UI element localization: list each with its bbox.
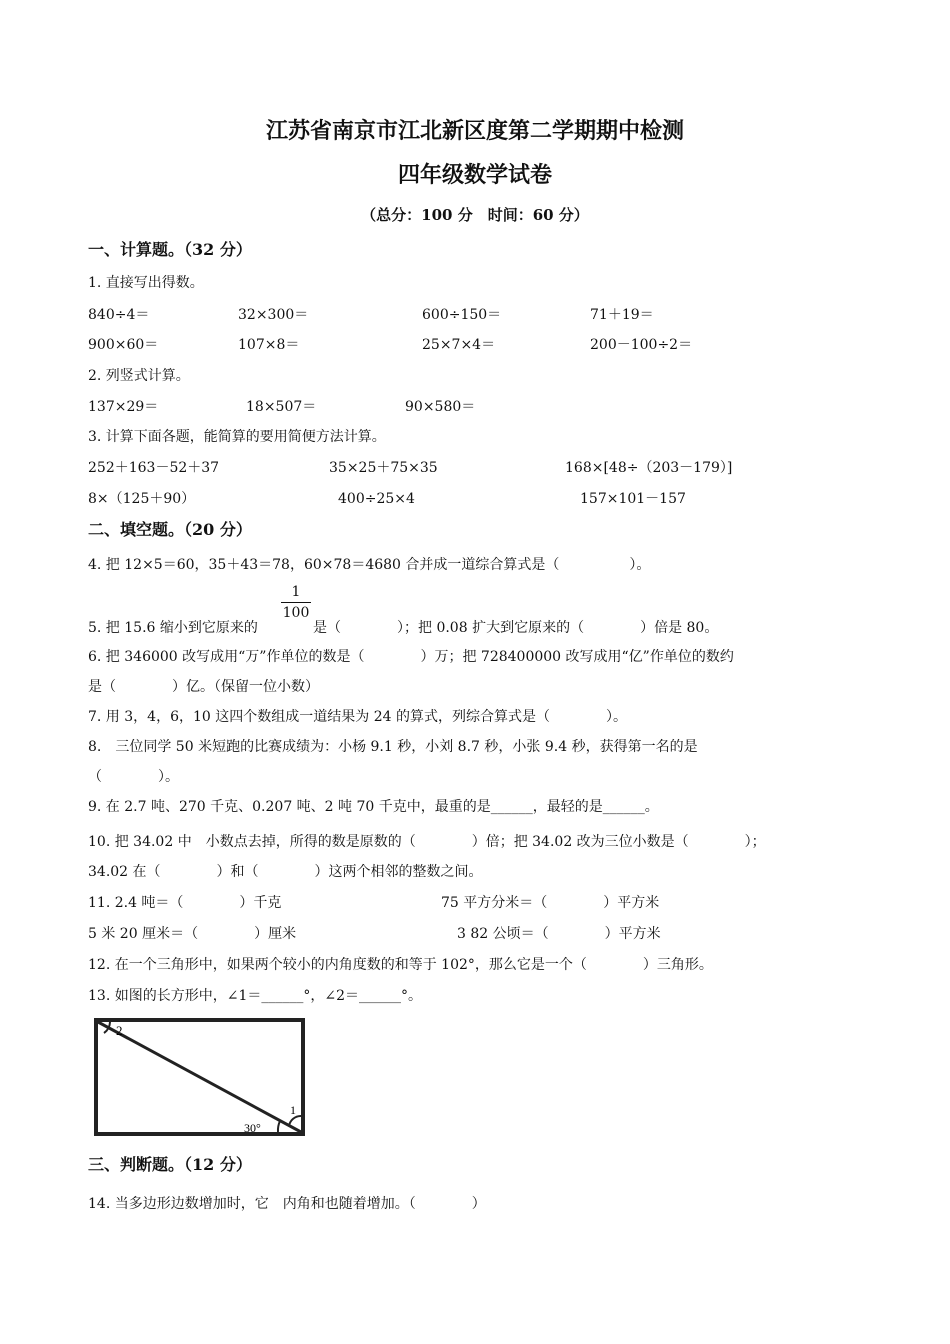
q11-c: 5 米 20 厘米＝（ ）厘米: [88, 926, 297, 942]
q14: 14. 当多边形边数增加时，它 内角和也随着增加。（ ）: [88, 1196, 486, 1212]
q1-item: 900×60＝: [88, 337, 159, 353]
diagonal-line: [98, 1022, 301, 1132]
q11-a: 11. 2.4 吨＝（ ）千克: [88, 895, 282, 911]
q3-item: 168×[48÷（203－179）]: [565, 460, 733, 476]
angle2-label: 2: [116, 1023, 123, 1038]
q8-line1: 8. 三位同学 50 米短跑的比赛成绩为：小杨 9.1 秒，小刘 8.7 秒，小张 9.4 秒，获得第一名的是: [88, 739, 698, 755]
q7: 7. 用 3，4，6，10 这四个数组成一道结果为 24 的算式，列综合算式是（ ）。: [88, 709, 627, 725]
q10-line1: 10. 把 34.02 中 小数点去掉，所得的数是原数的（ ）倍；把 34.02 改为三位小数是（ ）；: [88, 834, 766, 850]
exam-title: 江苏省南京市江北新区度第二学期期中检测: [265, 118, 684, 144]
q8-line2: （ ）。: [88, 769, 179, 785]
q2-prompt: 2. 列竖式计算。: [88, 368, 190, 384]
angle1-label: 1: [290, 1103, 296, 1117]
q1-item: 71＋19＝: [590, 307, 654, 323]
q1-prompt: 1. 直接写出得数。: [88, 275, 204, 291]
q3-item: 8×（125＋90）: [88, 491, 196, 507]
angle1-arc: [289, 1116, 301, 1126]
q6-line2: 是（ ）亿。（保留一位小数）: [88, 679, 319, 695]
q1-item: 25×7×4＝: [422, 337, 496, 353]
q3-item: 252＋163－52＋37: [88, 460, 220, 476]
q1-item: 840÷4＝: [88, 307, 150, 323]
q3-item: 35×25＋75×35: [329, 460, 438, 476]
q6-line1: 6. 把 346000 改写成用“万”作单位的数是（ ）万；把 728400000 改写成用“亿”作单位的数约: [88, 649, 734, 665]
exam-score-time: （总分：100 分 时间：60 分）: [361, 206, 589, 224]
q10-line2: 34.02 在（ ）和（ ）这两个相邻的整数之间。: [88, 864, 483, 880]
q3-item: 157×101－157: [580, 491, 686, 507]
q2-item: 18×507＝: [246, 399, 317, 415]
q12: 12. 在一个三角形中，如果两个较小的内角度数的和等于 102°，那么它是一个（ ）三角形。: [88, 957, 713, 973]
section3-heading: 三、判断题。（12 分）: [88, 1155, 252, 1174]
q3-item: 400÷25×4: [338, 491, 415, 507]
q1-item: 107×8＝: [238, 337, 300, 353]
q9: 9. 在 2.7 吨、270 千克、0.207 吨、2 吨 70 千克中，最重的是______，最轻的是______。: [88, 799, 659, 815]
q11-d: 3 82 公顷＝（ ）平方米: [457, 926, 661, 942]
q2-item: 90×580＝: [405, 399, 476, 415]
rectangle-diagram: [90, 1016, 310, 1140]
q1-item: 200－100÷2＝: [590, 337, 693, 353]
q3-prompt: 3. 计算下面各题，能简算的要用简便方法计算。: [88, 429, 386, 445]
q2-item: 137×29＝: [88, 399, 159, 415]
q5-before: 5. 把 15.6 缩小到它原来的: [88, 620, 258, 636]
q4: 4. 把 12×5＝60，35＋43＝78，60×78＝4680 合并成一道综合算式是（ ）。: [88, 557, 651, 573]
q5-fraction: [281, 584, 311, 621]
q13: 13. 如图的长方形中，∠1＝______°，∠2＝______°。: [88, 988, 422, 1004]
section2-heading: 二、填空题。（20 分）: [88, 520, 252, 539]
q1-item: 32×300＝: [238, 307, 309, 323]
angle30-arc: [278, 1121, 280, 1132]
section1-heading: 一、计算题。（32 分）: [88, 240, 252, 259]
q5-after: 是（ ）；把 0.08 扩大到它原来的（ ）倍是 80。: [313, 620, 719, 636]
fraction-denominator: 100: [282, 605, 310, 621]
exam-subject-title: 四年级数学试卷: [397, 162, 552, 188]
q11-b: 75 平方分米＝（ ）平方米: [441, 895, 660, 911]
fraction-numerator: 1: [281, 584, 311, 603]
q1-item: 600÷150＝: [422, 307, 502, 323]
angle30-label: 30°: [244, 1121, 261, 1135]
